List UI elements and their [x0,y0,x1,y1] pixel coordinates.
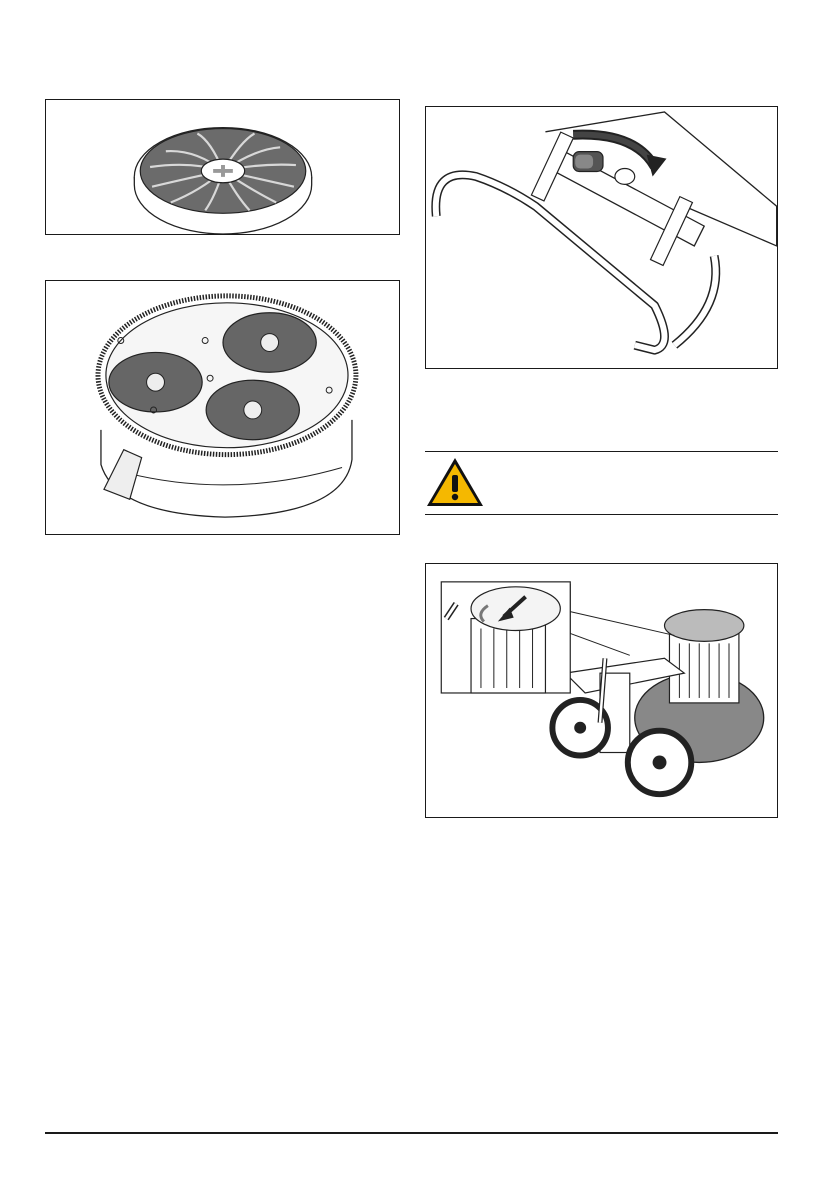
figure-grinding-head [45,280,400,535]
warning-bottom-rule [425,514,778,515]
grinding-head-with-three-discs-icon [46,281,399,534]
figure-grinding-disc [45,99,400,235]
warning-icon-box [425,455,485,509]
warning-triangle-icon [425,455,485,509]
footer-rule [45,1132,778,1134]
warning-top-rule [425,451,778,452]
handle-locking-knob-icon [426,107,777,368]
grinding-disc-icon [46,100,399,234]
grinder-motor-rotation-direction-icon [426,564,777,817]
figure-motor-rotation [425,563,778,818]
figure-handle-lock [425,106,778,369]
